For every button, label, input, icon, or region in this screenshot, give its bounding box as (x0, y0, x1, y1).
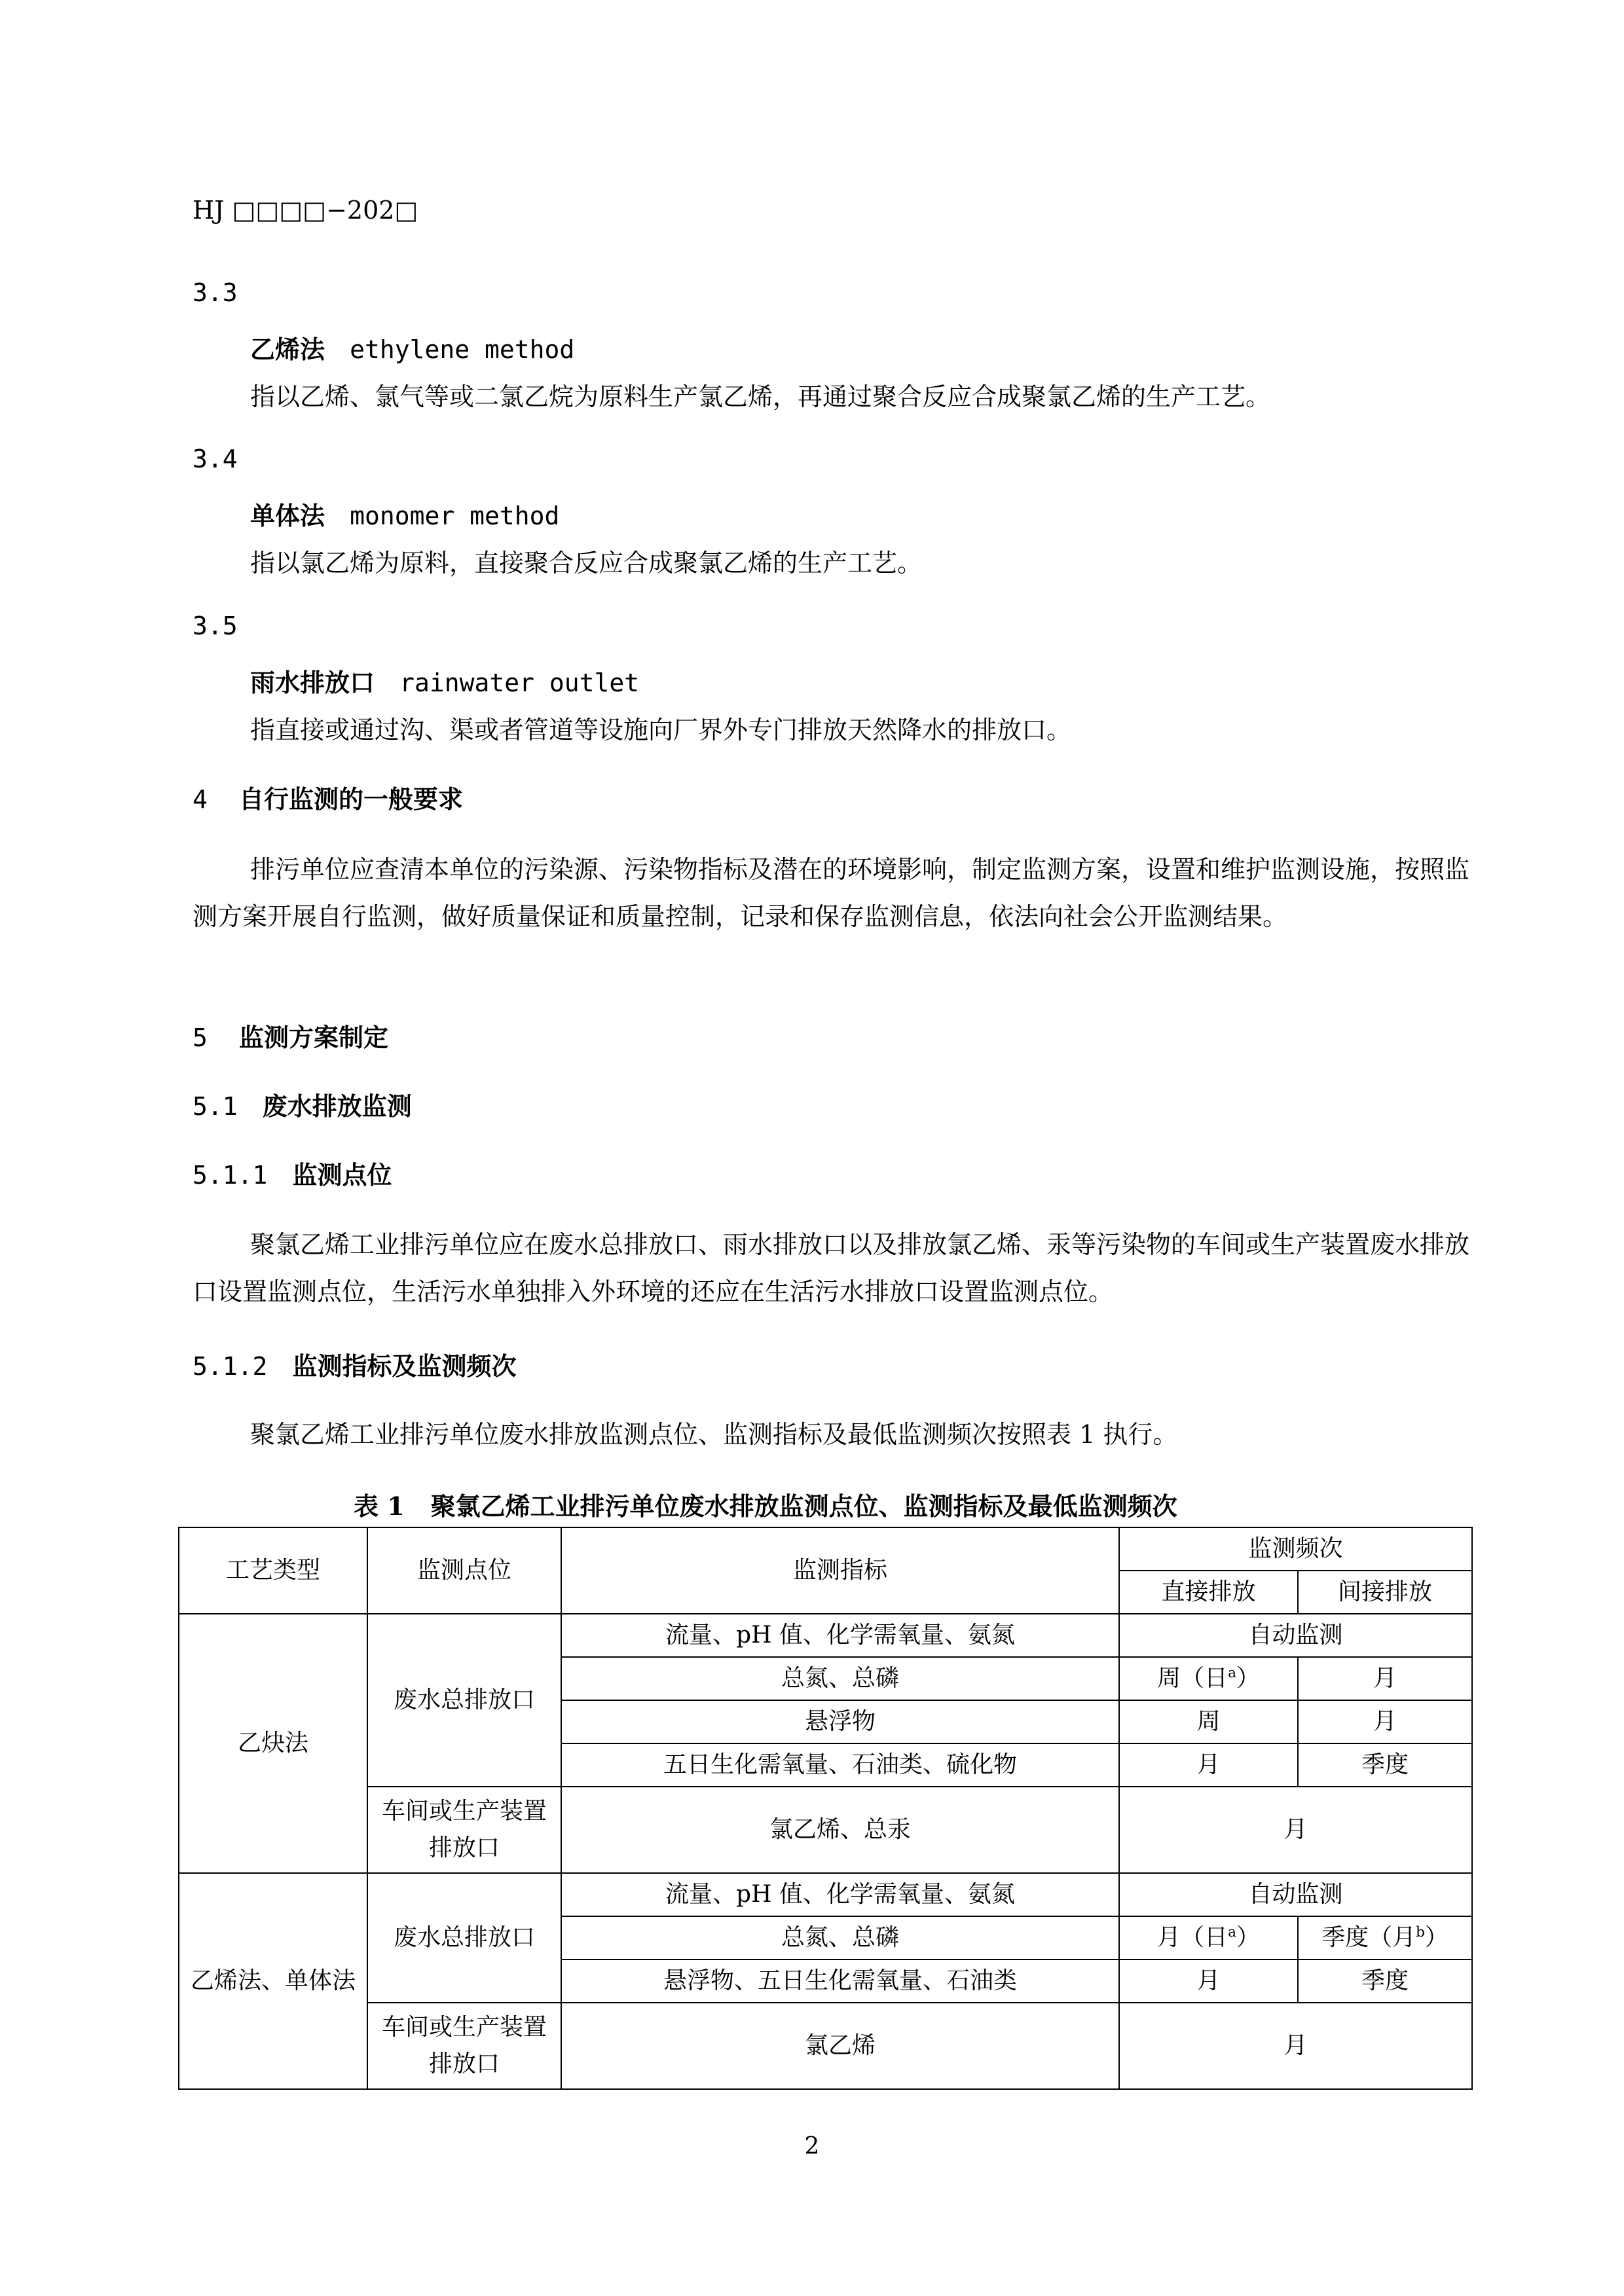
header-indirect-discharge: 间接排放 (1298, 1571, 1472, 1614)
monitoring-point-cell: 车间或生产装置排放口 (367, 2003, 561, 2089)
section-5-1-heading (193, 1091, 412, 1121)
section-number: 5.1 (193, 1092, 238, 1121)
standard-code-header: HJ □□□□−202□ (193, 196, 418, 225)
table-title: 聚氯乙烯工业排污单位废水排放监测点位、监测指标及最低监测频次 (430, 1491, 1177, 1521)
indicator-cell: 总氮、总磷 (561, 1657, 1119, 1700)
term-3-4 (250, 503, 559, 528)
section-number: 4 (193, 785, 208, 814)
table-row (179, 1873, 1472, 1916)
clause-number-3-4: 3.4 (193, 445, 238, 473)
term-en: ethylene method (350, 335, 575, 364)
term-3-5 (250, 670, 639, 695)
direct-frequency-cell: 月 (1119, 1743, 1298, 1787)
section-5-1-2-paragraph: 聚氯乙烯工业排污单位废水排放监测点位、监测指标及最低监测频次按照表 1 执行。 (250, 1420, 1178, 1449)
footnote-mark: a (1228, 1665, 1236, 1681)
clause-number-3-5: 3.5 (193, 611, 238, 640)
definition-text-3-5: 指直接或通过沟、渠或者管道等设施向厂界外专门排放天然降水的排放口。 (250, 716, 1072, 744)
term-3-3 (250, 337, 574, 362)
header-frequency: 监测频次 (1119, 1527, 1472, 1571)
direct-frequency-cell: 月 (1119, 1959, 1298, 2003)
monitoring-point-cell: 废水总排放口 (367, 1873, 561, 2003)
section-number: 5.1.1 (193, 1161, 268, 1190)
table-row (179, 2003, 1472, 2089)
section-title: 监测点位 (292, 1160, 392, 1190)
direct-frequency-cell: 周（日$^a$） (1119, 1657, 1298, 1700)
table-caption (354, 1486, 1177, 1522)
frequency-merged-cell: 自动监测 (1119, 1614, 1472, 1657)
section-number: 5 (193, 1023, 208, 1052)
monitoring-point-cell: 车间或生产装置排放口 (367, 1787, 561, 1873)
section-4-heading (193, 784, 463, 814)
page-number: 2 (804, 2133, 820, 2160)
indirect-frequency-cell: 月 (1298, 1700, 1472, 1743)
term-cn: 乙烯法 (250, 335, 325, 364)
indirect-frequency-cell: 季度 (1298, 1959, 1472, 2003)
frequency-merged-cell: 月 (1119, 2003, 1472, 2089)
monitoring-point-cell: 废水总排放口 (367, 1614, 561, 1787)
section-number: 5.1.2 (193, 1352, 268, 1381)
header-direct-discharge: 直接排放 (1119, 1571, 1298, 1614)
section-title: 废水排放监测 (262, 1091, 412, 1121)
section-title: 监测指标及监测频次 (292, 1351, 517, 1381)
section-5-1-1-heading (193, 1160, 392, 1190)
clause-number-3-3: 3.3 (193, 278, 238, 307)
monitoring-table (178, 1527, 1473, 2090)
section-5-1-2-heading (193, 1351, 517, 1381)
indicator-cell: 总氮、总磷 (561, 1916, 1119, 1959)
table-row (179, 1787, 1472, 1873)
process-type-cell: 乙炔法 (179, 1614, 367, 1873)
section-5-heading (193, 1025, 388, 1050)
term-en: monomer method (350, 501, 560, 530)
frequency-merged-cell: 自动监测 (1119, 1873, 1472, 1916)
section-title: 自行监测的一般要求 (238, 784, 463, 814)
direct-frequency-cell: 周 (1119, 1700, 1298, 1743)
indicator-cell: 氯乙烯、总汞 (561, 1787, 1119, 1873)
indicator-cell: 氯乙烯 (561, 2003, 1119, 2089)
table-row (179, 1614, 1472, 1657)
indirect-frequency-cell: 季度（月$^b$） (1298, 1916, 1472, 1959)
term-cn: 雨水排放口 (250, 668, 375, 697)
process-type-cell: 乙烯法、单体法 (179, 1873, 367, 2089)
table-number: 表 1 (354, 1491, 405, 1521)
definition-text-3-3: 指以乙烯、氯气等或二氯乙烷为原料生产氯乙烯，再通过聚合反应合成聚氯乙烯的生产工艺。 (250, 382, 1271, 411)
indicator-cell: 流量、pH 值、化学需氧量、氨氮 (561, 1873, 1119, 1916)
indirect-frequency-cell: 季度 (1298, 1743, 1472, 1787)
table-header-row (179, 1527, 1472, 1571)
definition-text-3-4: 指以氯乙烯为原料，直接聚合反应合成聚氯乙烯的生产工艺。 (250, 549, 923, 577)
footnote-mark: a (1228, 1924, 1236, 1941)
section-4-paragraph: 排污单位应查清本单位的污染源、污染物指标及潜在的环境影响，制定监测方案，设置和维护监测设施，按照监测方案开展自行监测，做好质量保证和质量控制，记录和保存监测信息，依法向社会公开监测结果。 (193, 855, 1470, 931)
section-5-1-1-paragraph: 聚氯乙烯工业排污单位应在废水总排放口、雨水排放口以及排放氯乙烯、汞等污染物的车间或生产装置废水排放口设置监测点位，生活污水单独排入外环境的还应在生活污水排放口设置监测点位。 (193, 1230, 1470, 1306)
indicator-cell: 悬浮物 (561, 1700, 1119, 1743)
direct-frequency-cell: 月（日$^a$） (1119, 1916, 1298, 1959)
term-en: rainwater outlet (399, 668, 640, 697)
indirect-frequency-cell: 月 (1298, 1657, 1472, 1700)
header-monitoring-point: 监测点位 (367, 1527, 561, 1614)
frequency-merged-cell: 月 (1119, 1787, 1472, 1873)
header-process-type: 工艺类型 (179, 1527, 367, 1614)
section-title: 监测方案制定 (238, 1023, 388, 1052)
indicator-cell: 五日生化需氧量、石油类、硫化物 (561, 1743, 1119, 1787)
indicator-cell: 流量、pH 值、化学需氧量、氨氮 (561, 1614, 1119, 1657)
indicator-cell: 悬浮物、五日生化需氧量、石油类 (561, 1959, 1119, 2003)
header-indicator: 监测指标 (561, 1527, 1119, 1614)
footnote-mark: b (1416, 1924, 1425, 1941)
term-cn: 单体法 (250, 501, 325, 530)
